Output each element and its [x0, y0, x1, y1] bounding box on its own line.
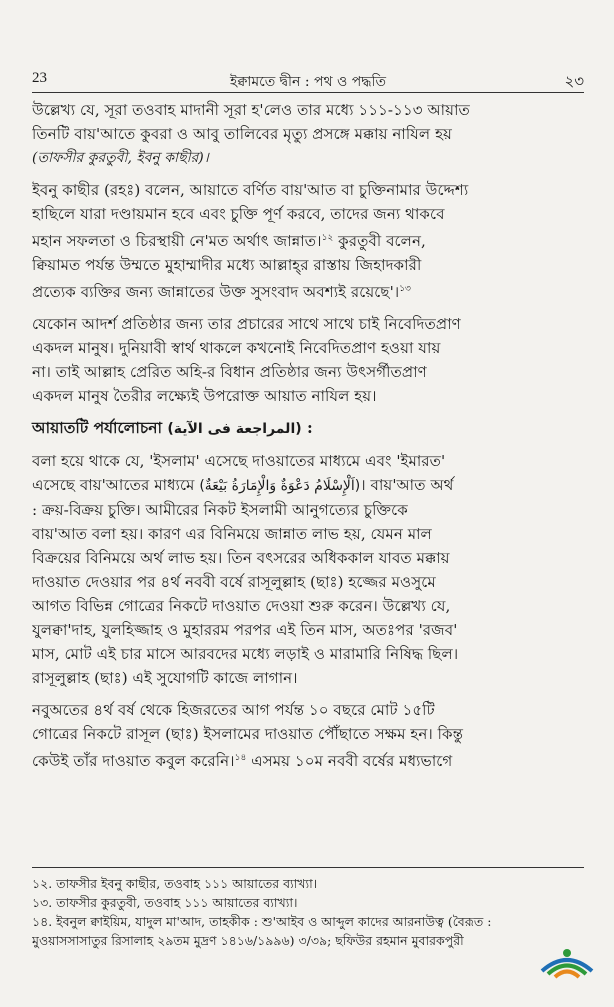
- text-line: তিনটি বায়'আতে কুবরা ও আবু তালিবের মৃত্যু প্রসঙ্গে মক্কায় নাযিল হয়: [32, 125, 452, 143]
- footnote: ১৩. তাফসীর কুরতুবী, তওবাহ ১১১ আয়াতের ব্যাখ্যা।: [32, 895, 298, 910]
- text-line: বিক্রয়ের বিনিময়ে অর্থ লাভ হয়। তিন বৎসরের অধিককাল যাবত মক্কায়: [32, 549, 450, 568]
- text-line: উল্লেখ্য যে, সূরা তওবাহ মাদানী সূরা হ'লেও তার মধ্যে ১১১-১১৩ আয়াত: [32, 101, 470, 119]
- page-number-right: ২৩: [564, 72, 584, 90]
- text-line-with-arabic: [32, 473, 584, 498]
- text-line: নবুঅতের ৪র্থ বর্ষ থেকে হিজরতের আগ পর্যন্ত ১০ বছরে মোট ১৫টি: [32, 701, 435, 720]
- footnotes: [32, 867, 584, 950]
- text-segment: কুরতুবী বলেন,: [333, 232, 426, 251]
- text-line: একদল মানুষ তৈরীর লক্ষ্যেই উপরোক্ত আয়াত নাযিল হয়।: [32, 387, 377, 406]
- text-segment: কেউই তাঁর দাওয়াত কবুল করেনি।: [32, 752, 235, 771]
- text-line: যুলক্বা'দাহ, যুলহিজ্জাহ ও মুহাররম পরপর এই তিন মাস, অতঃপর 'রজব': [32, 621, 458, 640]
- footnote-marker[interactable]: ১২: [321, 233, 334, 243]
- text-segment: প্রত্যেক ব্যক্তির জন্য জান্নাতের উক্ত সুসংবাদ অবশ্যই রয়েছে'।: [32, 283, 400, 302]
- paragraph-5: [32, 698, 584, 773]
- page-number-left: 23: [32, 70, 47, 86]
- paragraph-3: [32, 312, 584, 408]
- section-heading: [32, 416, 584, 441]
- footnote-marker[interactable]: ১৩: [399, 284, 411, 295]
- text-line: ইবনু কাছীর (রহঃ) বলেন, আয়াতে বর্ণিত বায়'আত বা চুক্তিনামার উদ্দেশ্য: [32, 181, 469, 199]
- text-segment: মহান সফলতা ও চিরস্থায়ী নে'মত অর্থাৎ জান্নাত।: [32, 232, 322, 251]
- text-line: ক্বিয়ামত পর্যন্ত উম্মতে মুহাম্মাদীর মধ্যে আল্লাহ্‌র রাস্তায় জিহাদকারী: [32, 256, 422, 275]
- text-line: রাসূলুল্লাহ (ছাঃ) এই সুযোগটি কাজে লাগান।: [32, 669, 298, 688]
- footnote: ১৪. ইবনুল ক্বাইয়িম, যাদুল মা'আদ, তাহকীক : শু'আইব ও আব্দুল কাদের আরনাউত্ব (বৈরূত :: [32, 914, 492, 929]
- text-line: হাছিলে যারা দণ্ডায়মান হবে এবং চুক্তি পূর্ণ করবে, তাদের জন্য থাকবে: [32, 205, 445, 223]
- text-line: : ক্রয়-বিক্রয় চুক্তি। আমীরের নিকট ইসলামী আনুগত্যের চুক্তিকে: [32, 501, 408, 520]
- text-line: বায়'আত বলা হয়। কারণ এর বিনিময়ে জান্নাত লাভ হয়, যেমন মাল: [32, 525, 432, 544]
- main-text: [32, 98, 584, 781]
- arabic-quote: (اَلْإِسْلَامُ دَعْوَةٌ وَالْإِمَارَةُ بَيْعَةٌ): [199, 478, 361, 495]
- text-line: মাস, মোট এই চার মাসে আরবদের মধ্যে লড়াই ও মারামারি নিষিদ্ধ ছিল।: [32, 645, 459, 664]
- text-segment: এসময় ১০ম নববী বর্ষের মধ্যভাগে: [246, 752, 453, 771]
- text-segment: । বায়'আত অর্থ: [360, 476, 454, 495]
- footnote-marker[interactable]: ১৪: [234, 753, 247, 764]
- text-line: আগত বিভিন্ন গোত্রের নিকটে দাওয়াত দেওয়া শুরু করেন। উল্লেখ্য যে,: [32, 597, 451, 616]
- publisher-logo-icon: [538, 941, 596, 985]
- running-title: ইক্বামতে দ্বীন : পথ ও পদ্ধতি: [229, 74, 387, 90]
- paragraph-4: [32, 449, 584, 690]
- paragraph-1: [32, 98, 584, 170]
- text-line-with-footnote: [32, 746, 584, 773]
- text-line: দাওয়াত দেওয়ার পর ৪র্থ নববী বর্ষে রাসূলুল্লাহ (ছাঃ) হজ্জের মওসুমে: [32, 573, 436, 592]
- text-line: যেকোন আদর্শ প্রতিষ্ঠার জন্য তার প্রচারের সাথে সাথে চাই নিবেদিতপ্রাণ: [32, 315, 461, 334]
- text-segment: এসেছে বায়'আতের মাধ্যমে: [32, 476, 195, 495]
- section-heading-suffix: :: [301, 418, 313, 438]
- running-header: [32, 68, 584, 93]
- footnote: ১২. তাফসীর ইবনু কাছীর, তওবাহ ১১১ আয়াতের ব্যাখ্যা।: [32, 876, 318, 891]
- text-line: না। তাই আল্লাহ প্রেরিত অহি-র বিধান প্রতিষ্ঠার জন্য উৎসর্গীতপ্রাণ: [32, 363, 427, 382]
- footnote: মুওয়াসসাসাতুর রিসালাহ ২৯তম মুদ্রণ ১৪১৬/১৯৯৬) ৩/৩৯; ছফিউর রহমান মুবারকপুরী: [32, 933, 464, 948]
- text-line: একদল মানুষ। দুনিয়াবী স্বার্থ থাকলে কখনোই নিবেদিতপ্রাণ হওয়া যায়: [32, 339, 441, 358]
- text-line-with-footnote: [32, 226, 584, 253]
- text-line: বলা হয়ে থাকে যে, 'ইসলাম' এসেছে দাওয়াতের মাধ্যমে এবং 'ইমারত': [32, 452, 446, 471]
- text-line: গোত্রের নিকটে রাসূল (ছাঃ) ইসলামের দাওয়াত পৌঁছাতে সক্ষম হন। কিন্তু: [32, 725, 464, 744]
- citation: (তাফসীর কুরতুবী, ইবনু কাছীর)।: [32, 150, 209, 166]
- paragraph-2: [32, 178, 584, 304]
- text-line-with-footnote: [32, 277, 584, 304]
- section-heading-arabic: (المراجعة فى الآية): [167, 421, 302, 438]
- section-heading-text: আয়াতটি পর্যালোচনা: [32, 418, 162, 438]
